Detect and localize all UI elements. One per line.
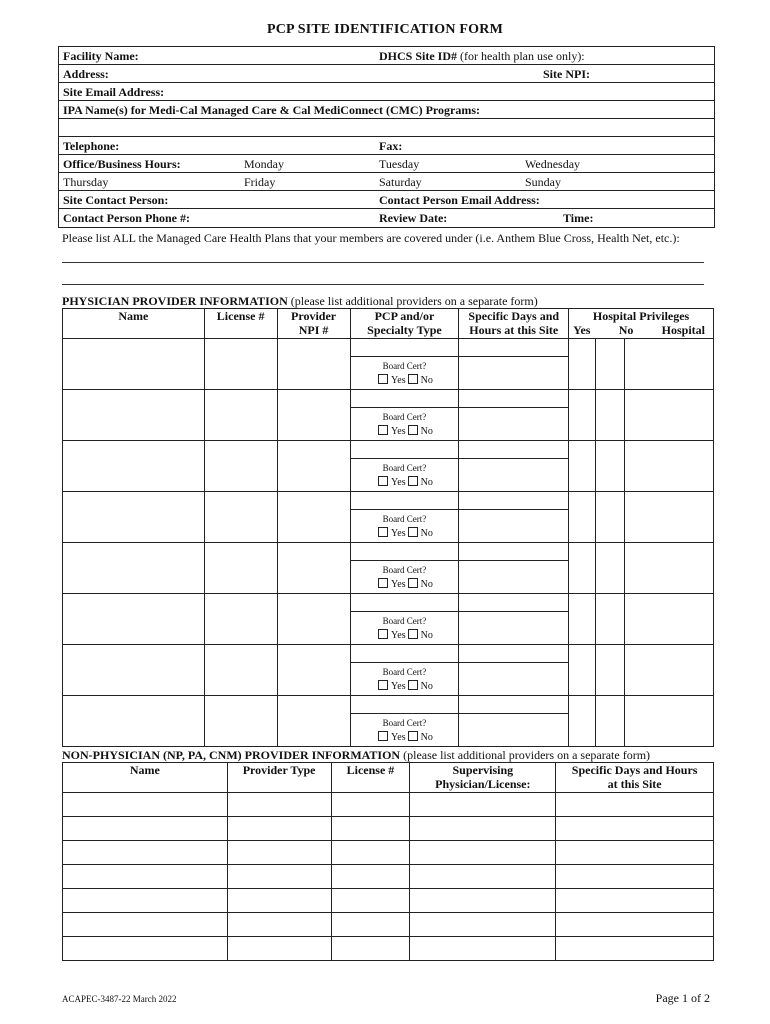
- physician-row: [63, 390, 714, 441]
- board-cert-label: Board Cert?: [382, 565, 427, 575]
- board-cert-yes-checkbox[interactable]: [378, 476, 388, 486]
- contact-email-label: Contact Person Email Address:: [379, 193, 540, 207]
- days-cell[interactable]: [459, 390, 569, 441]
- days-divider: [459, 662, 568, 663]
- np-supervising-cell[interactable]: [410, 865, 556, 889]
- board-cert-yes-checkbox[interactable]: [378, 425, 388, 435]
- license-cell[interactable]: [204, 543, 277, 594]
- page-number: Page 1 of 2: [655, 991, 710, 1005]
- board-cert-options: [351, 578, 459, 590]
- np-name-cell[interactable]: [63, 889, 228, 913]
- sunday-label: Sunday: [525, 175, 561, 189]
- board-cert-options: [351, 629, 459, 641]
- hosp-yes-cell[interactable]: [569, 441, 596, 492]
- np-license-cell[interactable]: [331, 793, 410, 817]
- physician-row: [63, 492, 714, 543]
- ipa-label: IPA Name(s) for Medi-Cal Managed Care & Cal MediConnect (CMC) Programs:: [63, 103, 481, 117]
- nonphysician-section-title: NON-PHYSICIAN (NP, PA, CNM) PROVIDER INFORMATION (please list additional providers on a separate form): [62, 748, 651, 762]
- hosp-yes-cell[interactable]: [569, 339, 596, 390]
- board-cert-no-label: No: [420, 630, 433, 641]
- np-col-name: Name: [63, 763, 228, 793]
- board-cert-options: [351, 731, 459, 743]
- address-label: Address:: [63, 67, 109, 81]
- hosp-yes-cell[interactable]: [569, 645, 596, 696]
- plans-instruction: Please list ALL the Managed Care Health Plans that your members are covered under (i.e. Anthem Blue Cross, Health Net, etc.):: [62, 231, 680, 245]
- telephone-label: Telephone:: [63, 139, 120, 153]
- pcp-cell[interactable]: [350, 441, 459, 492]
- monday-label: Monday: [244, 157, 284, 171]
- board-cert-options: [351, 476, 459, 488]
- pcp-cell[interactable]: [350, 594, 459, 645]
- physician-row: [63, 543, 714, 594]
- hosp-no-cell[interactable]: [596, 441, 625, 492]
- board-cert-yes-label: Yes: [391, 681, 406, 692]
- np-supervising-cell[interactable]: [410, 937, 556, 961]
- days-cell[interactable]: [459, 594, 569, 645]
- np-name-cell[interactable]: [63, 817, 228, 841]
- col-hosp-yes: Yes: [573, 323, 591, 337]
- np-type-cell[interactable]: [227, 817, 331, 841]
- days-cell[interactable]: [459, 492, 569, 543]
- license-cell[interactable]: [204, 492, 277, 543]
- row-ipa-blank: [59, 119, 714, 137]
- row-office-hours: [59, 155, 714, 173]
- np-name-cell[interactable]: [63, 937, 228, 961]
- hospital-cell[interactable]: [625, 696, 714, 747]
- board-cert-no-label: No: [420, 528, 433, 539]
- np-supervising-cell[interactable]: [410, 817, 556, 841]
- board-cert-yes-checkbox[interactable]: [378, 578, 388, 588]
- board-cert-yes-label: Yes: [391, 579, 406, 590]
- row-site-email: [59, 83, 714, 101]
- days-cell[interactable]: [459, 645, 569, 696]
- physician-table: [62, 308, 714, 747]
- board-cert-no-label: No: [420, 579, 433, 590]
- board-cert-label: Board Cert?: [382, 361, 427, 371]
- board-cert-no-label: No: [420, 732, 433, 743]
- physician-row: [63, 441, 714, 492]
- name-cell[interactable]: [63, 339, 205, 390]
- days-cell[interactable]: [459, 543, 569, 594]
- hosp-no-cell[interactable]: [596, 696, 625, 747]
- board-cert-no-checkbox[interactable]: [408, 629, 418, 639]
- board-cert-no-checkbox[interactable]: [408, 476, 418, 486]
- license-cell[interactable]: [204, 339, 277, 390]
- np-license-cell[interactable]: [331, 841, 410, 865]
- site-email-label: Site Email Address:: [63, 85, 165, 99]
- hosp-yes-cell[interactable]: [569, 390, 596, 441]
- hosp-no-cell[interactable]: [596, 492, 625, 543]
- col-hospital-privileges: Hospital Privileges Yes No Hospital: [569, 309, 714, 339]
- days-divider: [459, 611, 568, 612]
- row-telephone: [59, 137, 714, 155]
- pcp-cell[interactable]: [350, 390, 459, 441]
- np-col-supervising: Supervising Physician/License:: [410, 763, 556, 793]
- np-type-cell[interactable]: [227, 793, 331, 817]
- npi-cell[interactable]: [277, 441, 350, 492]
- board-cert-options: [351, 374, 459, 386]
- site-npi-label: Site NPI:: [543, 67, 590, 81]
- hospital-cell[interactable]: [625, 492, 714, 543]
- physician-header-row: [63, 309, 714, 339]
- plans-line-2[interactable]: [62, 284, 704, 285]
- form-code: ACAPEC-3487-22 March 2022: [62, 994, 177, 1004]
- npi-cell[interactable]: [277, 696, 350, 747]
- np-license-cell[interactable]: [331, 913, 410, 937]
- board-cert-no-checkbox[interactable]: [408, 374, 418, 384]
- npi-cell[interactable]: [277, 339, 350, 390]
- board-cert-no-checkbox[interactable]: [408, 527, 418, 537]
- npi-cell[interactable]: [277, 390, 350, 441]
- license-cell[interactable]: [204, 696, 277, 747]
- hosp-yes-cell[interactable]: [569, 696, 596, 747]
- hospital-cell[interactable]: [625, 441, 714, 492]
- np-supervising-cell[interactable]: [410, 793, 556, 817]
- nonphysician-row: [63, 817, 714, 841]
- board-cert-box: [351, 662, 459, 692]
- board-cert-yes-checkbox[interactable]: [378, 374, 388, 384]
- wednesday-label: Wednesday: [525, 157, 581, 171]
- board-cert-yes-checkbox[interactable]: [378, 731, 388, 741]
- board-cert-options: [351, 527, 459, 539]
- hosp-no-cell[interactable]: [596, 645, 625, 696]
- np-name-cell[interactable]: [63, 793, 228, 817]
- np-license-cell[interactable]: [331, 889, 410, 913]
- hosp-no-cell[interactable]: [596, 543, 625, 594]
- license-cell[interactable]: [204, 594, 277, 645]
- hosp-yes-cell[interactable]: [569, 492, 596, 543]
- np-days-cell[interactable]: [556, 841, 714, 865]
- pcp-cell[interactable]: [350, 339, 459, 390]
- site-info-block: [58, 46, 715, 228]
- hospital-cell[interactable]: [625, 594, 714, 645]
- physician-row: [63, 339, 714, 390]
- np-type-cell[interactable]: [227, 865, 331, 889]
- col-hosp-no: No: [618, 323, 634, 337]
- board-cert-label: Board Cert?: [382, 667, 427, 677]
- nonphysician-row: [63, 913, 714, 937]
- saturday-label: Saturday: [379, 175, 422, 189]
- board-cert-yes-label: Yes: [391, 630, 406, 641]
- np-license-cell[interactable]: [331, 937, 410, 961]
- row-facility: [59, 47, 714, 65]
- npi-cell[interactable]: [277, 645, 350, 696]
- board-cert-label: Board Cert?: [382, 463, 427, 473]
- board-cert-no-label: No: [420, 681, 433, 692]
- np-name-cell[interactable]: [63, 865, 228, 889]
- board-cert-box: [351, 458, 459, 488]
- name-cell[interactable]: [63, 441, 205, 492]
- npi-cell[interactable]: [277, 594, 350, 645]
- np-col-provider-type: Provider Type: [227, 763, 331, 793]
- npi-cell[interactable]: [277, 492, 350, 543]
- board-cert-label: Board Cert?: [382, 412, 427, 422]
- board-cert-yes-label: Yes: [391, 477, 406, 488]
- board-cert-label: Board Cert?: [382, 616, 427, 626]
- np-col-license: License #: [331, 763, 410, 793]
- board-cert-box: [351, 713, 459, 743]
- np-type-cell[interactable]: [227, 937, 331, 961]
- days-divider: [459, 407, 568, 408]
- board-cert-no-checkbox[interactable]: [408, 425, 418, 435]
- board-cert-yes-checkbox[interactable]: [378, 680, 388, 690]
- board-cert-no-label: No: [420, 375, 433, 386]
- board-cert-options: [351, 425, 459, 437]
- board-cert-options: [351, 680, 459, 692]
- friday-label: Friday: [244, 175, 276, 189]
- hosp-yes-cell[interactable]: [569, 594, 596, 645]
- name-cell[interactable]: [63, 645, 205, 696]
- fax-label: Fax:: [379, 139, 403, 153]
- board-cert-label: Board Cert?: [382, 514, 427, 524]
- board-cert-box: [351, 509, 459, 539]
- board-cert-yes-label: Yes: [391, 528, 406, 539]
- thursday-label: Thursday: [63, 175, 109, 189]
- np-days-cell[interactable]: [556, 889, 714, 913]
- np-license-cell[interactable]: [331, 817, 410, 841]
- hospital-cell[interactable]: [625, 339, 714, 390]
- np-supervising-cell[interactable]: [410, 841, 556, 865]
- np-name-cell[interactable]: [63, 841, 228, 865]
- hosp-no-cell[interactable]: [596, 594, 625, 645]
- board-cert-no-label: No: [420, 426, 433, 437]
- physician-section-title: PHYSICIAN PROVIDER INFORMATION (please list additional providers on a separate form): [62, 294, 538, 308]
- office-hours-label: Office/Business Hours:: [63, 157, 181, 171]
- row-contact-phone: [59, 209, 714, 227]
- hosp-yes-cell[interactable]: [569, 543, 596, 594]
- days-cell[interactable]: [459, 696, 569, 747]
- np-days-cell[interactable]: [556, 865, 714, 889]
- days-divider: [459, 560, 568, 561]
- name-cell[interactable]: [63, 390, 205, 441]
- row-site-contact: [59, 191, 714, 209]
- np-supervising-cell[interactable]: [410, 889, 556, 913]
- days-cell[interactable]: [459, 441, 569, 492]
- pcp-cell[interactable]: [350, 645, 459, 696]
- np-col-days-hours: Specific Days and Hours at this Site: [556, 763, 714, 793]
- col-license: License #: [204, 309, 277, 339]
- pcp-cell[interactable]: [350, 543, 459, 594]
- board-cert-yes-checkbox[interactable]: [378, 527, 388, 537]
- physician-row: [63, 696, 714, 747]
- physician-row: [63, 645, 714, 696]
- col-provider-npi: Provider NPI #: [277, 309, 350, 339]
- board-cert-no-checkbox[interactable]: [408, 680, 418, 690]
- days-divider: [459, 713, 568, 714]
- nonphysician-row: [63, 793, 714, 817]
- hosp-no-cell[interactable]: [596, 390, 625, 441]
- np-supervising-cell[interactable]: [410, 913, 556, 937]
- np-type-cell[interactable]: [227, 889, 331, 913]
- license-cell[interactable]: [204, 645, 277, 696]
- days-divider: [459, 509, 568, 510]
- np-days-cell[interactable]: [556, 817, 714, 841]
- np-license-cell[interactable]: [331, 865, 410, 889]
- page-title: PCP SITE IDENTIFICATION FORM: [267, 22, 503, 37]
- npi-cell[interactable]: [277, 543, 350, 594]
- dhcs-site-id-label: DHCS Site ID# (for health plan use only):: [379, 49, 585, 63]
- row-days: [59, 173, 714, 191]
- name-cell[interactable]: [63, 492, 205, 543]
- nonphysician-row: [63, 889, 714, 913]
- board-cert-no-checkbox[interactable]: [408, 731, 418, 741]
- col-days-hours: Specific Days and Hours at this Site: [459, 309, 569, 339]
- board-cert-yes-label: Yes: [391, 375, 406, 386]
- board-cert-box: [351, 356, 459, 386]
- np-name-cell[interactable]: [63, 913, 228, 937]
- nonphysician-row: [63, 841, 714, 865]
- name-cell[interactable]: [63, 543, 205, 594]
- days-divider: [459, 356, 568, 357]
- name-cell[interactable]: [63, 696, 205, 747]
- board-cert-box: [351, 560, 459, 590]
- board-cert-box: [351, 407, 459, 437]
- col-name: Name: [63, 309, 205, 339]
- np-days-cell[interactable]: [556, 913, 714, 937]
- hospital-cell[interactable]: [625, 645, 714, 696]
- np-days-cell[interactable]: [556, 793, 714, 817]
- np-type-cell[interactable]: [227, 913, 331, 937]
- row-ipa: [59, 101, 714, 119]
- plans-line-1[interactable]: [62, 262, 704, 263]
- board-cert-yes-label: Yes: [391, 426, 406, 437]
- nonphysician-header-row: [63, 763, 714, 793]
- pcp-cell[interactable]: [350, 696, 459, 747]
- col-pcp-specialty: PCP and/or Specialty Type: [350, 309, 459, 339]
- contact-phone-label: Contact Person Phone #:: [63, 211, 190, 225]
- board-cert-yes-label: Yes: [391, 732, 406, 743]
- name-cell[interactable]: [63, 594, 205, 645]
- hospital-cell[interactable]: [625, 543, 714, 594]
- time-label: Time:: [563, 211, 594, 225]
- board-cert-box: [351, 611, 459, 641]
- license-cell[interactable]: [204, 441, 277, 492]
- tuesday-label: Tuesday: [379, 157, 420, 171]
- row-address: [59, 65, 714, 83]
- np-days-cell[interactable]: [556, 937, 714, 961]
- nonphysician-row: [63, 937, 714, 961]
- facility-name-label: Facility Name:: [63, 49, 139, 63]
- board-cert-no-checkbox[interactable]: [408, 578, 418, 588]
- days-divider: [459, 458, 568, 459]
- review-date-label: Review Date:: [379, 211, 448, 225]
- col-hosp-hospital: Hospital: [661, 323, 705, 337]
- physician-row: [63, 594, 714, 645]
- board-cert-no-label: No: [420, 477, 433, 488]
- hosp-no-cell[interactable]: [596, 339, 625, 390]
- site-contact-label: Site Contact Person:: [63, 193, 169, 207]
- hospital-cell[interactable]: [625, 390, 714, 441]
- board-cert-label: Board Cert?: [382, 718, 427, 728]
- days-cell[interactable]: [459, 339, 569, 390]
- np-type-cell[interactable]: [227, 841, 331, 865]
- board-cert-yes-checkbox[interactable]: [378, 629, 388, 639]
- nonphysician-row: [63, 865, 714, 889]
- nonphysician-table: [62, 762, 714, 961]
- pcp-cell[interactable]: [350, 492, 459, 543]
- license-cell[interactable]: [204, 390, 277, 441]
